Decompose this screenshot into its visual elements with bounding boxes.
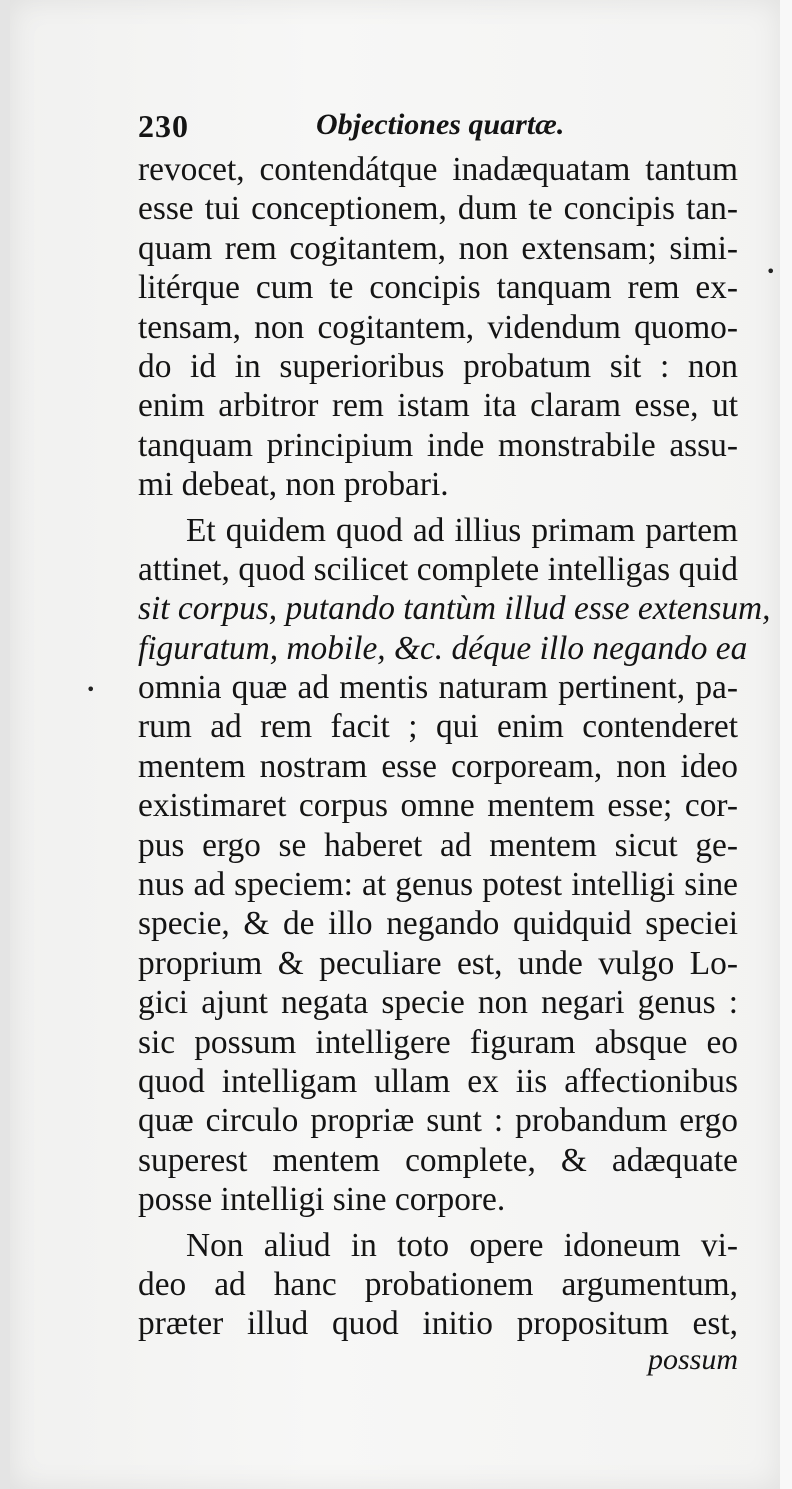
text-line: quæ circulo propriæ sunt : probandum ergo (138, 1102, 738, 1140)
text-line: gici ajunt negata specie non negari genus : (138, 984, 738, 1022)
text-line: mi debeat, non probari. (138, 466, 449, 504)
page-header (138, 108, 738, 148)
text-line: pus ergo se haberet ad mentem sicut ge- (138, 826, 738, 864)
text-line: posse intelligi sine corpore. (138, 1181, 506, 1219)
text-line: Et quidem quod ad illius primam partem (186, 511, 738, 549)
text-line: mentem nostram esse corpoream, non ideo (138, 747, 738, 785)
text-line: tensam, non cogitantem, videndum quomo- (138, 308, 738, 346)
body-text (138, 150, 771, 1344)
running-title: Objectiones quartæ. (316, 108, 565, 141)
text-line: sit corpus, putando tantùm illud esse extensum, (138, 590, 771, 628)
text-line: sic possum intelligere figuram absque eo (138, 1023, 738, 1061)
text-line: omnia quæ ad mentis naturam pertinent, pa- (138, 669, 738, 707)
text-line: enim arbitror rem istam ita claram esse, ut (138, 387, 738, 425)
text-line: superest mentem complete, & adæquate (138, 1141, 738, 1179)
text-line: revocet, contendátque inadæquatam tantum (138, 151, 738, 188)
page-edge (780, 0, 792, 1489)
text-line: rum ad rem facit ; qui enim contenderet (138, 708, 738, 746)
text-line: figuratum, mobile, &c. déque illo negando ea (138, 629, 748, 667)
text-line: nus ad speciem: at genus potest intelligi sine (138, 866, 738, 904)
text-line: tanquam principium inde monstrabile assu- (138, 426, 738, 464)
catchword: possum (648, 1343, 739, 1376)
page-number: 230 (138, 108, 189, 144)
text-line: specie, & de illo negando quidquid speciei (138, 905, 738, 943)
text-line: esse tui conceptionem, dum te concipis tan- (138, 190, 738, 228)
text-line: quam rem cogitantem, non extensam; simi- (138, 229, 738, 267)
text-line: proprium & peculiare est, unde vulgo Lo- (138, 944, 738, 982)
text-line: quod intelligam ullam ex iis affectionibus (138, 1062, 738, 1100)
margin-dot-mark: • (86, 680, 96, 699)
text-line: Non aliud in toto opere idoneum vi- (186, 1226, 738, 1264)
text-line: attinet, quod scilicet complete intelligas quid (138, 550, 738, 588)
margin-dot-mark: • (766, 262, 776, 281)
text-line: deo ad hanc probationem argumentum, (138, 1265, 738, 1303)
text-line: do id in superioribus probatum sit : non (138, 347, 738, 385)
text-line: existimaret corpus omne mentem esse; cor- (138, 787, 738, 825)
text-line: litérque cum te concipis tanquam rem ex- (138, 269, 738, 307)
text-line: præter illud quod initio propositum est, (138, 1305, 738, 1343)
